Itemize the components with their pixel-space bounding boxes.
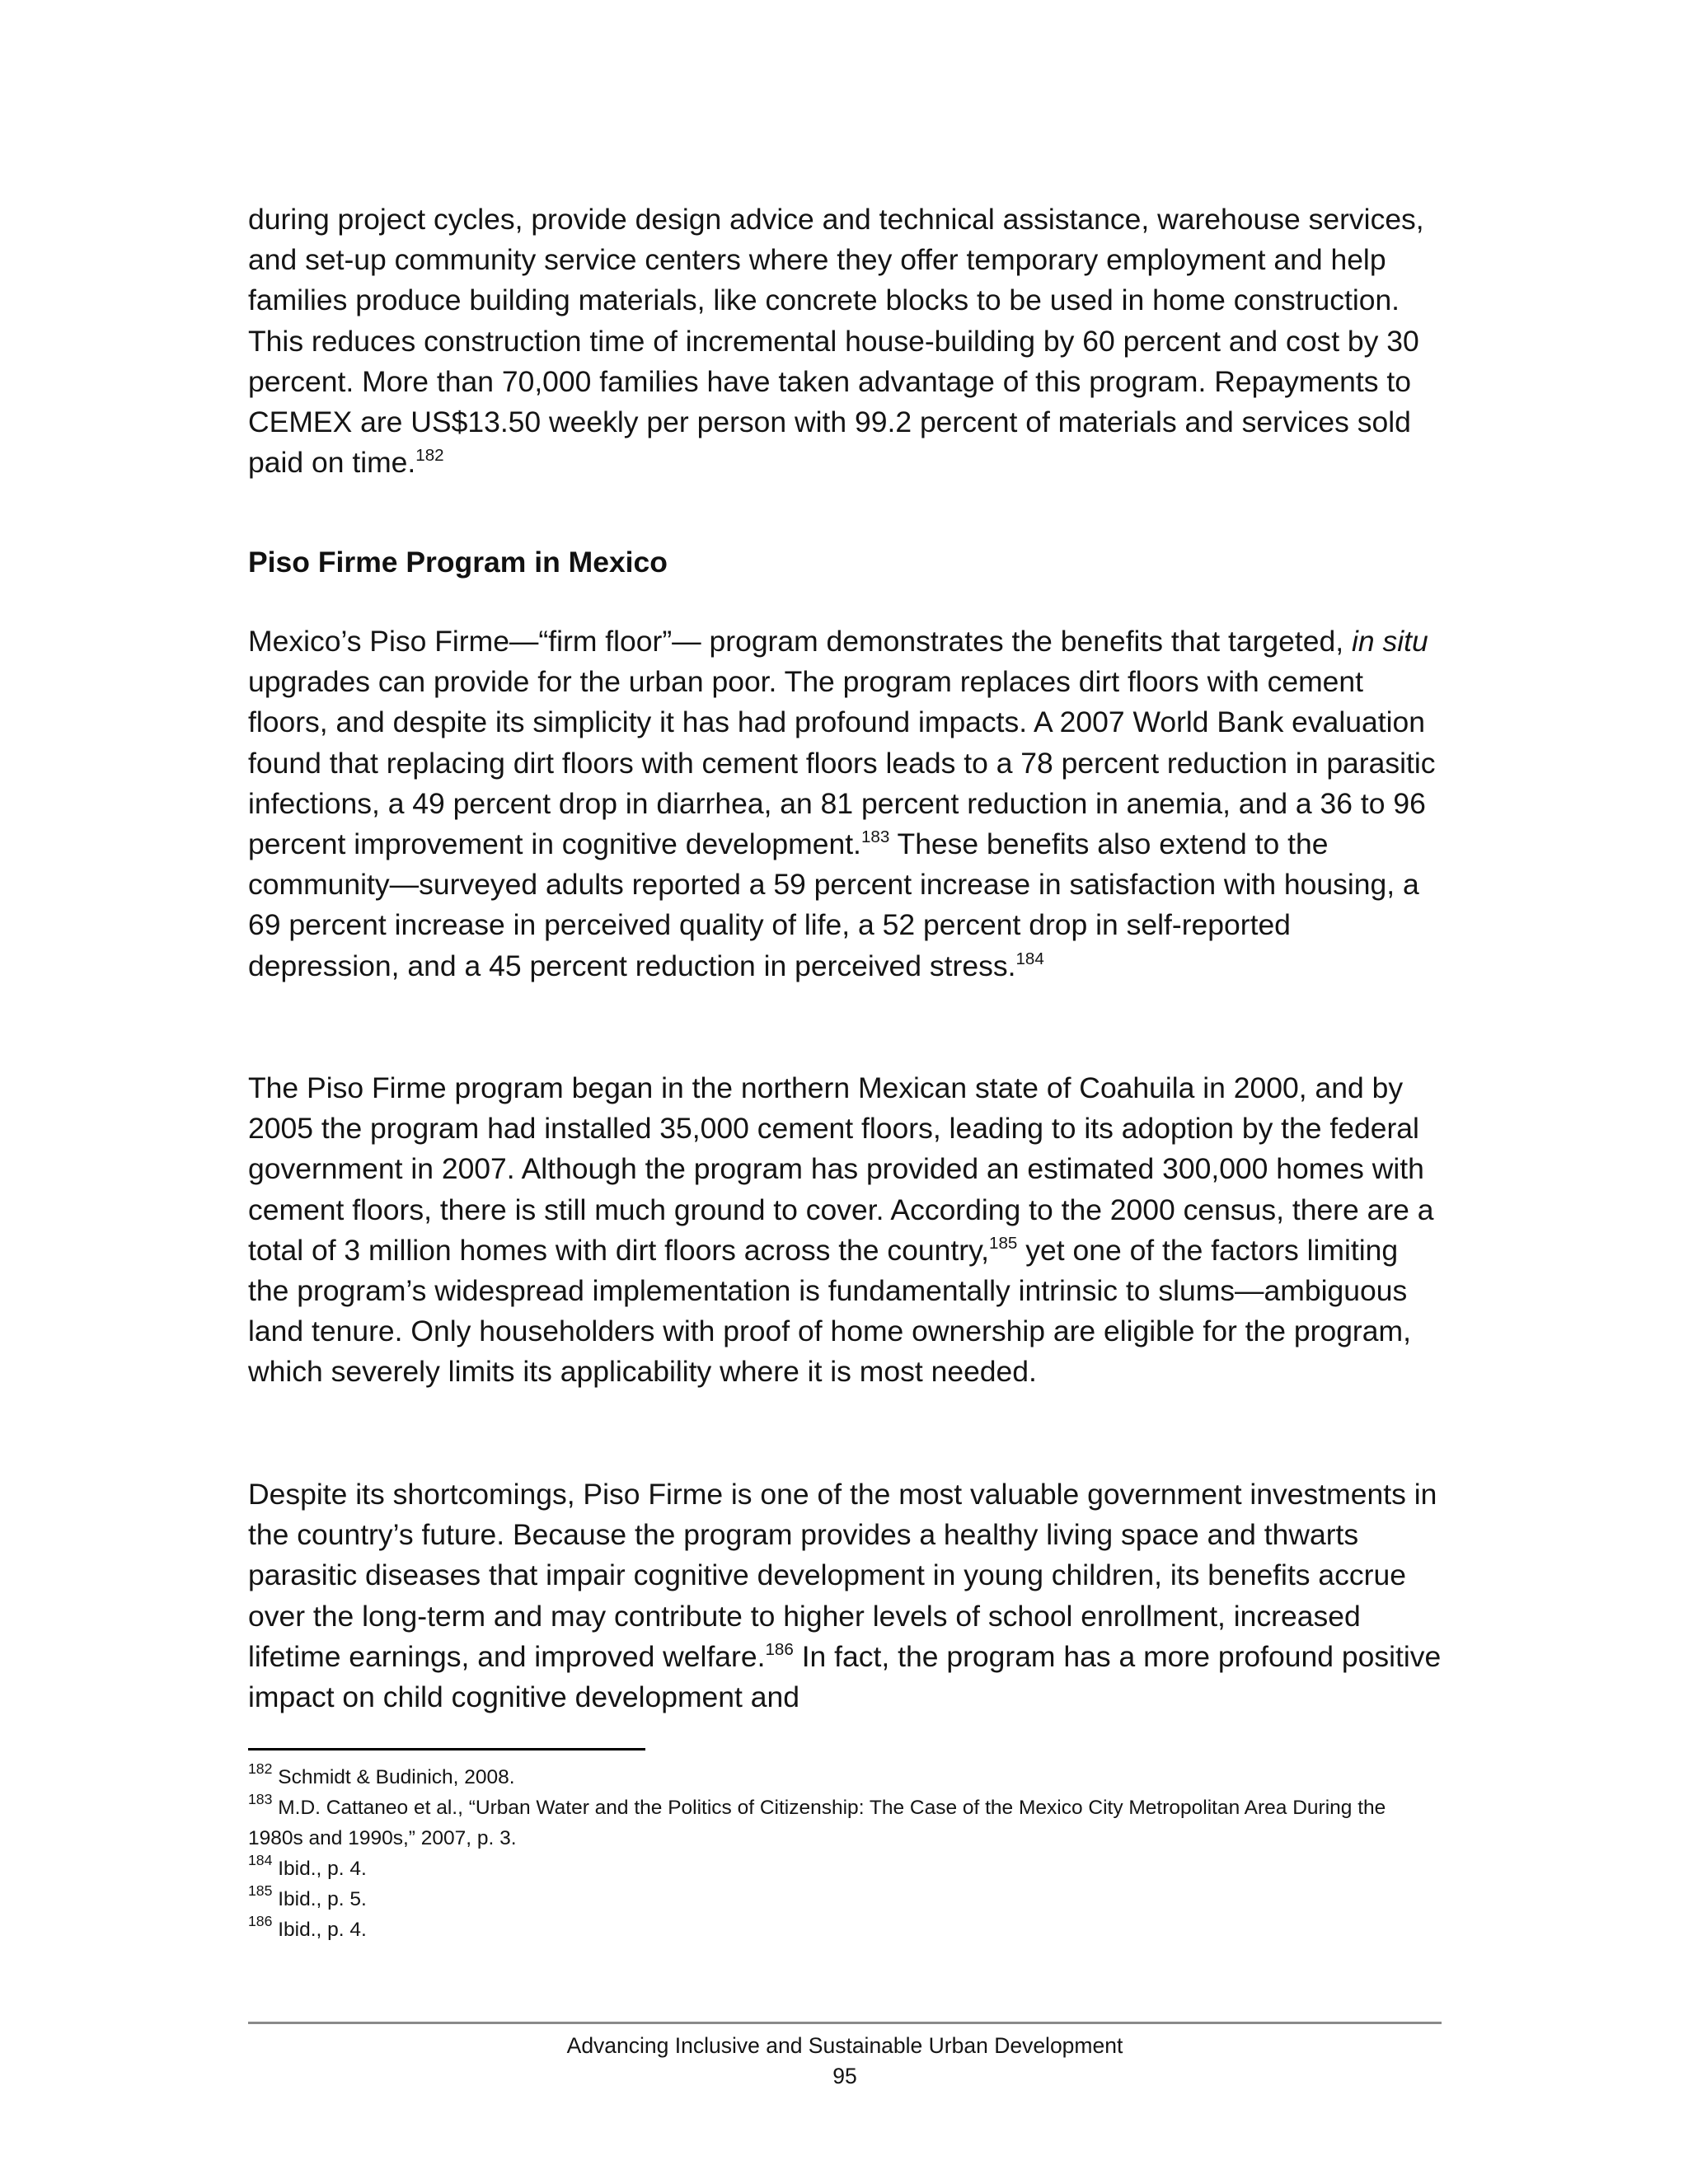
footnote-text: M.D. Cattaneo et al., “Urban Water and the Politics of Citizenship: The Case of the Mexico City Metropolitan Area During the 1980s and 1990s,” 2007, p. 3. <box>248 1797 1386 1849</box>
footnote-text: Ibid., p. 4. <box>272 1919 367 1941</box>
footnote-ref-185[interactable]: 185 <box>989 1233 1018 1253</box>
body-paragraph-1 <box>248 199 1443 483</box>
footnote-185 <box>248 1884 1443 1915</box>
footnotes <box>248 1762 1443 1945</box>
paragraph-text: Mexico’s Piso Firme—“firm floor”— program demonstrates the benefits that targeted, <box>248 625 1352 658</box>
body-paragraph-4 <box>248 1474 1443 1718</box>
footnote-ref-182[interactable]: 182 <box>415 446 444 466</box>
footnote-184 <box>248 1854 1443 1884</box>
footnote-182 <box>248 1762 1443 1793</box>
body-paragraph-3 <box>248 1068 1443 1393</box>
page-number: 95 <box>832 2064 857 2088</box>
paragraph-text: These benefits also extend to the community—surveyed adults reported a 59 percent increase in satisfaction with housing, a 69 percent increase in perceived quality of life, a 52 percent drop in self-reported depression, and a 45 percent reduction in perceived stress. <box>248 827 1419 982</box>
paragraph-text: during project cycles, provide design advice and technical assistance, warehouse services, and set-up community service centers where they offer temporary employment and help families produce building materials, like concrete blocks to be used in home construction. This reduces construction time of incremental house-building by 60 percent and cost by 30 percent. More than 70,000 families have taken advantage of this program. Repayments to CEMEX are US$13.50 weekly per person with 99.2 percent of materials and services sold paid on time. <box>248 203 1424 480</box>
footnote-number: 183 <box>248 1791 273 1808</box>
footnote-divider <box>248 1748 645 1750</box>
footer-divider <box>248 2022 1442 2024</box>
paragraph-text: yet one of the factors limiting the program’s widespread implementation is fundamentally intrinsic to slums—ambiguous land tenure. Only householders with proof of home ownership are eligible for the program, which severely limits its applicability where it is most needed. <box>248 1233 1411 1389</box>
footnote-186 <box>248 1915 1443 1945</box>
section-heading: Piso Firme Program in Mexico <box>248 546 668 579</box>
footnote-ref-186[interactable]: 186 <box>765 1639 794 1659</box>
paragraph-text: The Piso Firme program began in the northern Mexican state of Coahuila in 2000, and by 2005 the program had installed 35,000 cement floors, leading to its adoption by the federal government in 2007. Although the program has provided an estimated 300,000 homes with cement floors, there is still much ground to cover. According to the 2000 census, there are a total of 3 million homes with dirt floors across the country, <box>248 1071 1434 1267</box>
italic-term: in situ <box>1351 625 1428 658</box>
body-paragraph-2 <box>248 621 1443 987</box>
footnote-text: Ibid., p. 5. <box>272 1888 367 1910</box>
paragraph-text: upgrades can provide for the urban poor. The program replaces dirt floors with cement floors, and despite its simplicity it has had profound impacts. A 2007 World Bank evaluation found that replacing dirt floors with cement floors leads to a 78 percent reduction in parasitic infections, a 49 percent drop in diarrhea, an 81 percent reduction in anemia, and a 36 to 96 percent improvement in cognitive development. <box>248 665 1436 861</box>
footnote-ref-183[interactable]: 183 <box>860 827 890 847</box>
footnote-ref-184[interactable]: 184 <box>1015 949 1044 968</box>
footnote-number: 184 <box>248 1852 273 1869</box>
footnote-number: 185 <box>248 1882 273 1900</box>
paragraph-text: In fact, the program has a more profound positive impact on child cognitive development and <box>248 1639 1442 1714</box>
footnote-183 <box>248 1793 1443 1854</box>
footnote-number: 186 <box>248 1913 273 1930</box>
footnote-number: 182 <box>248 1760 273 1778</box>
footnote-text: Ibid., p. 4. <box>272 1858 367 1880</box>
footnote-text: Schmidt & Budinich, 2008. <box>272 1766 515 1788</box>
paragraph-text: Despite its shortcomings, Piso Firme is one of the most valuable government investments in the country’s future. Because the program provides a healthy living space and thwarts parasitic diseases that impair cognitive development in young children, its benefits accrue over the long-term and may contribute to higher levels of school enrollment, increased lifetime earnings, and improved welfare. <box>248 1478 1437 1673</box>
footer-title: Advancing Inclusive and Sustainable Urban Development <box>566 2033 1123 2058</box>
